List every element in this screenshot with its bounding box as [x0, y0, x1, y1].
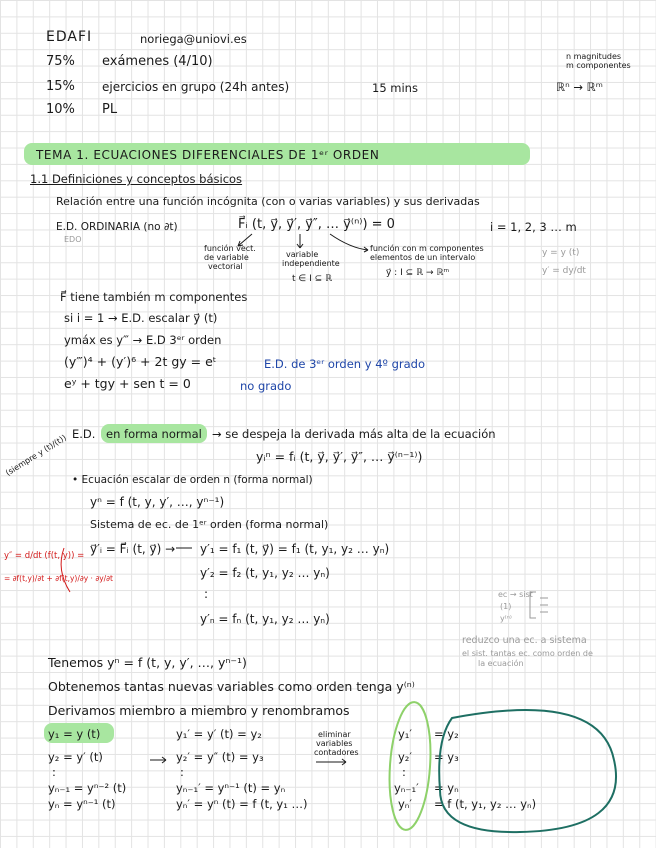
grading-item-2: ejercicios en grupo (24h antes) — [102, 80, 290, 94]
eliminar-3: contadores — [314, 748, 359, 757]
grading-item-3: PL — [102, 102, 118, 117]
email: noriega@uniovi.es — [140, 32, 247, 46]
note-var-2: independiente — [282, 259, 340, 268]
grading-pct-2: 15% — [46, 79, 75, 94]
note-func-2: de variable — [204, 253, 249, 262]
col1-row-1: y₁ = y (t) — [48, 727, 101, 741]
grading-item-1: exámenes (4/10) — [102, 54, 213, 69]
col3-right-1: = y₂ — [434, 727, 459, 741]
side-gray-2: y′ = dy/dt — [542, 266, 586, 276]
ymax-line: ymáx es y‴ → E.D 3ᵉʳ orden — [64, 333, 222, 347]
note-map: y⃗ : I ⊆ ℝ → ℝᵐ — [386, 268, 450, 278]
tema-title: TEMA 1. ECUACIONES DIFERENCIALES DE 1ᵉʳ ORDEN — [36, 148, 380, 162]
note-comp-1: función con m componentes — [370, 244, 484, 253]
margin-note-2: m componentes — [566, 61, 631, 70]
eq2-note: no grado — [240, 379, 292, 393]
left-rotated-note: (siempre y (t)/(t)) — [4, 433, 68, 478]
eliminar-1: eliminar — [318, 730, 351, 739]
grading-extra-2: 15 mins — [372, 81, 418, 95]
mini-note-2: (1) — [500, 602, 512, 611]
edo-equation: F⃗ᵢ (t, y⃗, y⃗′, y⃗″, … y⃗⁽ⁿ⁾) = 0 — [238, 217, 395, 232]
relation-text: Relación entre una función incógnita (con o varias variables) y sus derivadas — [56, 195, 480, 208]
margin-note-1: n magnitudes — [566, 52, 622, 61]
col3-right-5: = f (t, y₁, y₂ … yₙ) — [434, 797, 537, 811]
eq1: (y‴)⁴ + (y′)⁶ + 2t gy = eᵗ — [64, 354, 217, 369]
note-var-range: t ∈ I ⊆ ℝ — [292, 274, 333, 284]
col3-right-4: = yₙ — [434, 781, 459, 795]
col3-left-4: yₙ₋₁′ — [394, 781, 419, 795]
col2-row-4: yₙ₋₁′ = yⁿ⁻¹ (t) = yₙ — [176, 781, 286, 795]
grading-pct-1: 75% — [46, 54, 75, 69]
normal-a: E.D. — [72, 427, 96, 441]
tenemos-line: Tenemos yⁿ = f (t, y, y′, …, yⁿ⁻¹) — [48, 655, 247, 670]
col1-row-5: yₙ = yⁿ⁻¹ (t) — [48, 797, 116, 811]
edo-label: E.D. ORDINARIA (no ∂t) — [56, 221, 178, 233]
normal-equation: yᵢⁿ = fᵢ (t, y⃗, y⃗′, y⃗″, … y⃗⁽ⁿ⁻¹⁾) — [256, 449, 423, 464]
scalar-eq: yⁿ = f (t, y, y′, …, yⁿ⁻¹) — [90, 495, 225, 509]
col2-row-5: yₙ′ = yⁿ (t) = f (t, y₁ …) — [176, 797, 308, 811]
sys-vector: y⃗′ᵢ = F⃗ᵢ (t, y⃗) → — [90, 542, 176, 556]
sys-row-dots: : — [204, 587, 209, 601]
col3-left-5: yₙ′ — [398, 797, 412, 811]
eliminar-2: variables — [316, 739, 353, 748]
col2-row-2: y₂′ = y″ (t) = y₃ — [176, 750, 264, 764]
sistema-title: Sistema de ec. de 1ᵉʳ orden (forma normal) — [90, 518, 329, 531]
normal-highlighted: en forma normal — [106, 427, 202, 441]
col3-right-2: = y₃ — [434, 750, 459, 764]
red-note-2: = ∂f(t,y)/∂t + ∂f(t,y)/∂y · ∂y/∂t — [4, 574, 113, 583]
derivamos-line: Derivamos miembro a miembro y renombramos — [48, 703, 350, 718]
col1-row-2: y₂ = y′ (t) — [48, 750, 103, 764]
col2-row-3: : — [180, 765, 184, 779]
note-comp-2: elementos de un intervalo — [370, 253, 476, 262]
col1-row-3: : — [52, 765, 56, 779]
course-code: EDAFI — [46, 29, 93, 45]
eq1-note: E.D. de 3ᵉʳ orden y 4º grado — [264, 357, 426, 371]
col3-left-2: y₂′ — [398, 750, 413, 764]
col3-left-3: : — [402, 765, 406, 779]
mini-note-1: ec → sist — [498, 590, 533, 599]
col2-row-1: y₁′ = y′ (t) = y₂ — [176, 727, 262, 741]
col3-left-1: y₁′ — [398, 727, 413, 741]
side-gray-1: y = y (t) — [542, 248, 580, 258]
mini-note-3: y⁽ⁿ⁾ — [500, 614, 512, 623]
note-func-1: función vect. — [204, 244, 256, 253]
scalar-line: si i = 1 → E.D. escalar y⃗ (t) — [64, 311, 218, 325]
f-components: F⃗ tiene también m componentes — [60, 290, 248, 304]
sys-row-n: y′ₙ = fₙ (t, y₁, y₂ … yₙ) — [200, 612, 330, 626]
obtenemos-line: Obtenemos tantas nuevas variables como orden tenga y⁽ⁿ⁾ — [48, 679, 415, 694]
eq2: eʸ + tgy + sen t = 0 — [64, 376, 191, 391]
col1-row-4: yₙ₋₁ = yⁿ⁻² (t) — [48, 781, 127, 795]
margin-map: ℝⁿ → ℝᵐ — [556, 80, 603, 94]
grading-pct-3: 10% — [46, 102, 75, 117]
gray-note-1: reduzco una ec. a sistema — [462, 635, 587, 646]
note-var-1: variable — [286, 250, 319, 259]
sys-row-2: y′₂ = f₂ (t, y₁, y₂ … yₙ) — [200, 566, 330, 580]
edo-sub: EDO — [64, 235, 82, 244]
normal-b: → se despeja la derivada más alta de la ecuación — [212, 427, 496, 441]
sys-row-1: y′₁ = f₁ (t, y⃗) = f₁ (t, y₁, y₂ … yₙ) — [200, 542, 390, 556]
scalar-eq-title: • Ecuación escalar de orden n (forma normal) — [72, 474, 313, 486]
index-range: i = 1, 2, 3 … m — [490, 220, 577, 234]
red-note-1: y″ = d/dt (f(t, y)) = — [4, 551, 85, 561]
section-title: 1.1 Definiciones y conceptos básicos — [30, 172, 243, 186]
note-func-3: vectorial — [208, 262, 243, 271]
gray-note-2: el sist. tantas ec. como orden de — [462, 649, 593, 658]
gray-note-3: la ecuación — [478, 659, 524, 668]
